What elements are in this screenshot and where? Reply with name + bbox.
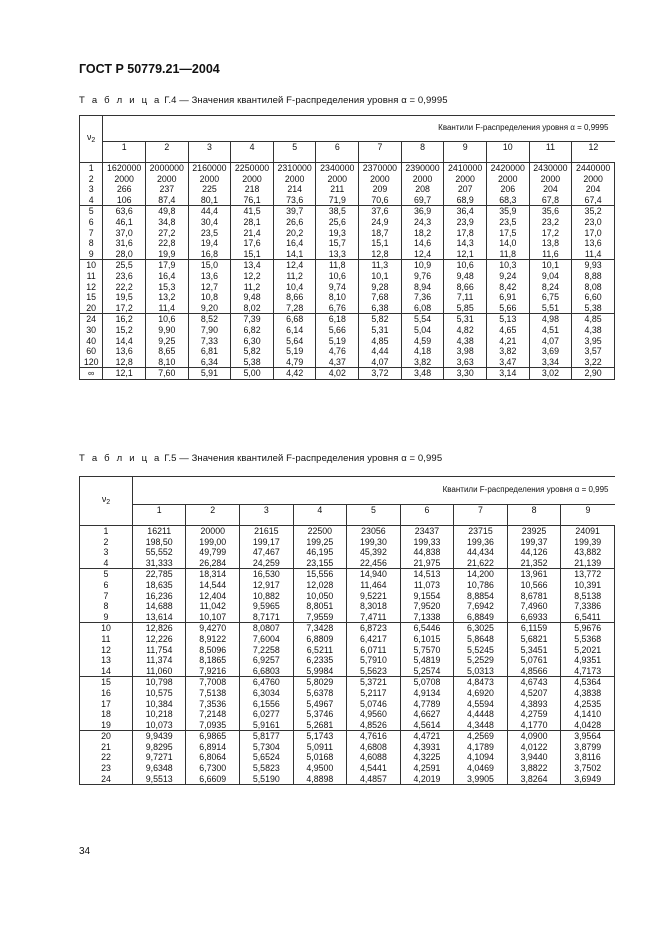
table5-body xyxy=(80,526,615,785)
table4-cell: 3,72 xyxy=(359,368,402,380)
table4-col-header: 5 xyxy=(273,142,316,163)
table5-cell: 20000 199,00 49,799 26,284 xyxy=(186,526,240,569)
table5-cell: 14,513 11,073 9,1554 7,9520 7,1338 xyxy=(400,569,454,623)
table4-column-numbers xyxy=(80,142,615,163)
table4-cell: 5,31 4,82 4,38 3,98 3,63 xyxy=(444,314,487,368)
table5-cell: 7,7008 7,5138 7,3536 7,2148 7,0935 xyxy=(186,677,240,731)
table4-cell: 17,9 16,4 15,3 13,2 11,4 xyxy=(145,260,188,314)
table4-cell: 4,42 xyxy=(273,368,316,380)
table4-cell: 2390000 2000 208 69,7 xyxy=(401,163,444,206)
table5-cell: 4,4721 4,3931 4,3225 4,2591 4,2019 xyxy=(400,731,454,785)
table5-cell: 4,6743 4,5207 4,3893 4,2759 4,1770 xyxy=(507,677,561,731)
table5-nu-values: 20 21 22 23 24 xyxy=(80,731,133,785)
table4-nu-values: 1 2 3 4 xyxy=(80,163,103,206)
table4-cell: 2430000 2000 204 67,8 xyxy=(529,163,572,206)
table4-cell: 6,68 6,14 5,64 5,19 4,79 xyxy=(273,314,316,368)
table5-cell: 13,772 10,391 8,5138 7,3386 6,5411 xyxy=(561,569,615,623)
table5-nu-values: 1 2 3 4 xyxy=(80,526,133,569)
table5-cell: 12,826 12,226 11,754 11,374 11,060 xyxy=(132,623,186,677)
table4-cell: 2370000 2000 209 70,6 xyxy=(359,163,402,206)
table5-cell: 5,8177 5,7304 5,6524 5,5823 5,5190 xyxy=(240,731,294,785)
table5-cell: 14,940 11,464 9,5221 8,3018 7,4711 xyxy=(347,569,401,623)
table5-cell: 23056 199,30 45,392 22,456 xyxy=(347,526,401,569)
table4-cell: 4,85 4,38 3,95 3,57 3,22 xyxy=(572,314,615,368)
table5-cell: 4,2569 4,1789 4,1094 4,0469 3,9905 xyxy=(454,731,508,785)
table4-nu-values: 24 30 40 60 120 xyxy=(80,314,103,368)
table5-cell: 4,8473 4,6920 4,5594 4,4448 4,3448 xyxy=(454,677,508,731)
table4-cell: 3,48 xyxy=(401,368,444,380)
table5-cell: 6,5446 6,1015 5,7570 5,4819 5,2574 xyxy=(400,623,454,677)
table4-col-header: 3 xyxy=(188,142,231,163)
table5-col-header: 4 xyxy=(293,505,347,526)
table4-cell: 36,9 24,3 18,2 14,6 12,4 xyxy=(401,206,444,260)
table5-cell: 5,9676 5,5368 5,2021 4,9351 4,7173 xyxy=(561,623,615,677)
table4-cell: 2340000 2000 211 71,9 xyxy=(316,163,359,206)
document-title: ГОСТ Р 50779.21—2004 xyxy=(79,62,220,76)
table4-caption-prefix: Т а б л и ц а xyxy=(79,95,162,106)
table5-caption-prefix: Т а б л и ц а xyxy=(79,453,162,464)
table5-cell: 23437 199,33 44,838 21,975 xyxy=(400,526,454,569)
table5-cell: 4,0900 4,0122 3,9440 3,8822 3,8264 xyxy=(507,731,561,785)
table4-cell: 5,00 xyxy=(231,368,274,380)
table5-cell: 5,8029 5,6378 5,4967 5,3746 5,2681 xyxy=(293,677,347,731)
table-row-group xyxy=(80,569,615,623)
table4-cell: 5,82 5,31 4,85 4,44 4,07 xyxy=(359,314,402,368)
table-row-group xyxy=(80,314,615,368)
table5-cell: 6,9865 6,8914 6,8064 6,7300 6,6609 xyxy=(186,731,240,785)
table5-cell: 18,314 14,544 12,404 11,042 10,107 xyxy=(186,569,240,623)
table4-cell: 3,14 xyxy=(486,368,529,380)
table5-col-header: 6 xyxy=(400,505,454,526)
table4-col-header: 4 xyxy=(231,142,274,163)
table4-cell: 11,3 10,1 9,28 7,68 6,38 xyxy=(359,260,402,314)
table4-col-header: 12 xyxy=(572,142,615,163)
table4-quantile-header: Квантили F-распределения уровня α = 0,9995 xyxy=(438,123,609,133)
table5-nu-header: $\nu_2$ xyxy=(80,477,133,526)
table5-nu-values: 5 6 7 8 9 xyxy=(80,569,133,623)
table4-cell: 2,90 xyxy=(572,368,615,380)
table4-nu-values: 10 11 12 15 20 xyxy=(80,260,103,314)
table4-cell: 2420000 2000 206 68,3 xyxy=(486,163,529,206)
table4-cell: 4,02 xyxy=(316,368,359,380)
table5-cell: 6,8723 6,4217 6,0711 5,7910 5,5623 xyxy=(347,623,401,677)
table4-cell: 2000000 2000 237 87,4 xyxy=(145,163,188,206)
table4-nu-header: $\nu_2$ xyxy=(80,116,103,163)
table4-cell: 37,6 24,9 18,7 15,1 12,8 xyxy=(359,206,402,260)
table4-col-header: 1 xyxy=(103,142,146,163)
table5-cell: 22500 199,25 46,195 23,155 xyxy=(293,526,347,569)
table5-cell: 9,9439 9,8295 9,7271 9,6348 9,5513 xyxy=(132,731,186,785)
table-row-group xyxy=(80,206,615,260)
table4-body xyxy=(80,163,615,380)
table4 xyxy=(79,115,615,380)
table5-cell: 10,798 10,575 10,384 10,218 10,073 xyxy=(132,677,186,731)
table5-cell: 3,9564 3,8799 3,8116 3,7502 3,6949 xyxy=(561,731,615,785)
table5-nu-values: 15 16 17 18 19 xyxy=(80,677,133,731)
table5-cell: 14,200 10,786 8,8854 7,6942 6,8849 xyxy=(454,569,508,623)
table4-nu-values: ∞ xyxy=(80,368,103,380)
table4-cell: 12,4 11,2 10,4 8,66 7,28 xyxy=(273,260,316,314)
table4-cell: 38,5 25,6 19,3 15,7 13,3 xyxy=(316,206,359,260)
table4-cell: 12,1 xyxy=(103,368,146,380)
table4-cell: 10,6 9,48 8,66 7,11 5,85 xyxy=(444,260,487,314)
table5-column-numbers xyxy=(80,505,615,526)
table4-cell: 44,4 30,4 23,5 19,4 16,8 xyxy=(188,206,231,260)
table5-cell: 5,1743 5,0911 5,0168 4,9500 4,8898 xyxy=(293,731,347,785)
table4-cell: 13,4 12,2 11,2 9,48 8,02 xyxy=(231,260,274,314)
table-row-group xyxy=(80,163,615,206)
table-row-group xyxy=(80,526,615,569)
table4-cell: 10,9 9,76 8,94 7,36 6,08 xyxy=(401,260,444,314)
table5-col-header: 1 xyxy=(132,505,186,526)
table4-cell: 10,3 9,24 8,42 6,91 5,66 xyxy=(486,260,529,314)
table4-cell: 10,1 9,04 8,24 6,75 5,51 xyxy=(529,260,572,314)
table5-cell: 4,5364 4,3838 4,2535 4,1410 4,0428 xyxy=(561,677,615,731)
table4-col-header: 9 xyxy=(444,142,487,163)
table4-cell: 3,30 xyxy=(444,368,487,380)
table4-cell: 2160000 2000 225 80,1 xyxy=(188,163,231,206)
table4-col-header: 7 xyxy=(359,142,402,163)
table4-col-header: 11 xyxy=(529,142,572,163)
table5-col-header: 5 xyxy=(347,505,401,526)
table5-cell: 23715 199,36 44,434 21,622 xyxy=(454,526,508,569)
table4-cell: 10,6 9,90 9,25 8,65 8,10 xyxy=(145,314,188,368)
table4-nu-values: 5 6 7 8 9 xyxy=(80,206,103,260)
table5-cell: 9,4270 8,9122 8,5096 8,1865 7,9216 xyxy=(186,623,240,677)
table4-cell: 35,2 23,0 17,0 13,6 11,4 xyxy=(572,206,615,260)
table-row-group xyxy=(80,677,615,731)
table4-cell: 63,6 46,1 37,0 31,6 28,0 xyxy=(103,206,146,260)
table5-cell: 6,3025 5,8648 5,5245 5,2529 5,0313 xyxy=(454,623,508,677)
table4-cell: 5,91 xyxy=(188,368,231,380)
table4-cell: 39,7 26,6 20,2 16,4 14,1 xyxy=(273,206,316,260)
table5-quantile-header: Квантили F-распределения уровня α = 0,995 xyxy=(442,485,609,495)
table5-cell: 6,4760 6,3034 6,1556 6,0277 5,9161 xyxy=(240,677,294,731)
table4-cell: 2440000 2000 204 67,4 xyxy=(572,163,615,206)
table5-col-header: 9 xyxy=(561,505,615,526)
table5-cell: 5,0708 4,9134 4,7789 4,6627 4,5614 xyxy=(400,677,454,731)
table4-cell: 25,5 23,6 22,2 19,5 17,2 xyxy=(103,260,146,314)
table5-col-header: 8 xyxy=(507,505,561,526)
table4-cell: 11,8 10,6 9,74 8,10 6,76 xyxy=(316,260,359,314)
table5-cell: 6,1159 5,6821 5,3451 5,0761 4,8566 xyxy=(507,623,561,677)
table5-caption xyxy=(79,453,442,464)
table5 xyxy=(79,476,615,785)
table4-col-header: 8 xyxy=(401,142,444,163)
table4-cell: 2410000 2000 207 68,9 xyxy=(444,163,487,206)
table5-cell: 23925 199,37 44,126 21,352 xyxy=(507,526,561,569)
table5-caption-text: Г.5 — Значения квантилей F-распределения уровня α = 0,995 xyxy=(161,453,443,464)
table4-cell: 2250000 2000 218 76,1 xyxy=(231,163,274,206)
table5-col-header: 2 xyxy=(186,505,240,526)
table4-cell: 15,0 13,6 12,7 10,8 9,20 xyxy=(188,260,231,314)
table4-cell: 49,8 34,8 27,2 22,8 19,9 xyxy=(145,206,188,260)
table4-cell: 9,93 8,88 8,08 6,60 5,38 xyxy=(572,260,615,314)
table4-cell: 5,54 5,04 4,59 4,18 3,82 xyxy=(401,314,444,368)
table5-cell: 13,961 10,566 8,6781 7,4960 6,6933 xyxy=(507,569,561,623)
table4-cell: 16,2 15,2 14,4 13,6 12,8 xyxy=(103,314,146,368)
table5-cell: 24091 199,39 43,882 21,139 xyxy=(561,526,615,569)
table4-cell: 6,18 5,66 5,19 4,76 4,37 xyxy=(316,314,359,368)
table5-cell: 22,785 18,635 16,236 14,688 13,614 xyxy=(132,569,186,623)
table5-cell: 16211 198,50 55,552 31,333 xyxy=(132,526,186,569)
table4-cell: 36,4 23,9 17,8 14,3 12,1 xyxy=(444,206,487,260)
table4-cell: 5,13 4,65 4,21 3,82 3,47 xyxy=(486,314,529,368)
table4-cell: 3,02 xyxy=(529,368,572,380)
table4-cell: 8,52 7,90 7,33 6,81 6,34 xyxy=(188,314,231,368)
table5-col-header: 3 xyxy=(240,505,294,526)
table4-cell: 2310000 2000 214 73,6 xyxy=(273,163,316,206)
table5-cell: 4,7616 4,6808 4,6088 4,5441 4,4857 xyxy=(347,731,401,785)
table4-cell: 7,39 6,82 6,30 5,82 5,38 xyxy=(231,314,274,368)
page-number: 34 xyxy=(79,846,91,857)
table-row-group xyxy=(80,368,615,380)
table4-col-header: 6 xyxy=(316,142,359,163)
table5-nu-values: 10 11 12 13 14 xyxy=(80,623,133,677)
table4-col-header: 10 xyxy=(486,142,529,163)
table5-col-header: 7 xyxy=(454,505,508,526)
table5-cell: 8,0807 7,6004 7,2258 6,9257 6,6803 xyxy=(240,623,294,677)
table-row-group xyxy=(80,623,615,677)
table5-cell: 21615 199,17 47,467 24,259 xyxy=(240,526,294,569)
table4-cell: 1620000 2000 266 106 xyxy=(103,163,146,206)
table4-col-header: 2 xyxy=(145,142,188,163)
table5-cell: 16,530 12,917 10,882 9,5965 8,7171 xyxy=(240,569,294,623)
table5-cell: 5,3721 5,2117 5,0746 4,9560 4,8526 xyxy=(347,677,401,731)
table-row-group xyxy=(80,731,615,785)
table5-cell: 15,556 12,028 10,050 8,8051 7,9559 xyxy=(293,569,347,623)
table4-cell: 35,9 23,5 17,5 14,0 11,8 xyxy=(486,206,529,260)
table4-cell: 7,60 xyxy=(145,368,188,380)
table-row-group xyxy=(80,260,615,314)
table4-cell: 41,5 28,1 21,4 17,6 15,1 xyxy=(231,206,274,260)
table4-cell: 35,6 23,2 17,2 13,8 11,6 xyxy=(529,206,572,260)
table4-caption xyxy=(79,95,448,106)
table4-cell: 4,98 4,51 4,07 3,69 3,34 xyxy=(529,314,572,368)
table5-cell: 7,3428 6,8809 6,5211 6,2335 5,9984 xyxy=(293,623,347,677)
table4-caption-text: Г.4 — Значения квантилей F-распределения уровня α = 0,9995 xyxy=(161,95,448,106)
